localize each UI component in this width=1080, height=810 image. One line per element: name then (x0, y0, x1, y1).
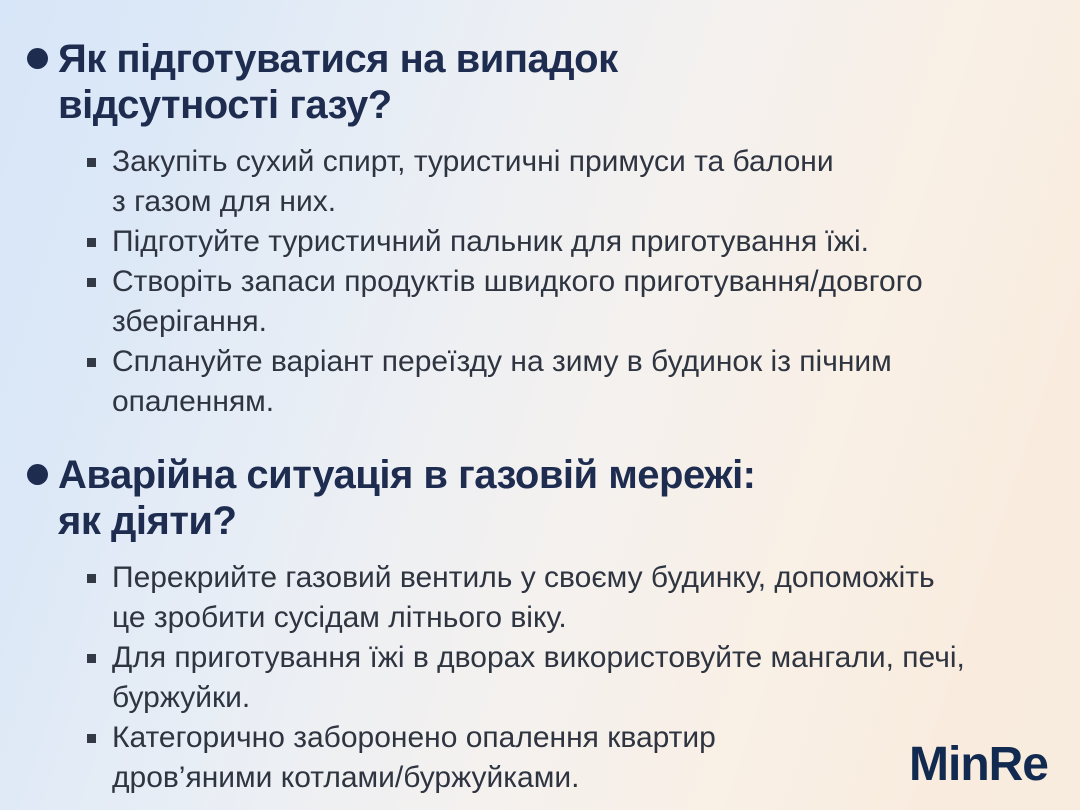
list-item-line: Для приготування їжі в дворах використовуйте мангали, печі, (112, 641, 965, 674)
bullet-square-icon (87, 654, 96, 663)
list-item-line: Закупіть сухий спирт, туристичні примуси та балони (112, 145, 834, 178)
list-item-line: з газом для них. (112, 185, 337, 218)
list-item (87, 718, 1050, 798)
bullet-square-icon (87, 734, 96, 743)
bullet-square-icon (87, 574, 96, 583)
list-item-line: це зробити сусідам літнього віку. (112, 601, 567, 634)
section-title (58, 36, 618, 128)
section-heading (27, 452, 1050, 544)
bullet-dot-icon (27, 48, 48, 69)
list-item-line: Перекрийте газовий вентиль у своєму будинку, допоможіть (112, 561, 935, 594)
section-heading (27, 36, 1050, 128)
section-gas-preparation (27, 36, 1050, 422)
minre-logo: MinRe (909, 738, 1048, 791)
list-item-line: Підготуйте туристичний пальник для приготування їжі. (112, 225, 869, 258)
list-item-text (112, 222, 869, 262)
bullet-dot-icon (27, 464, 48, 485)
list-item-line: Категорично заборонено опалення квартир (112, 721, 716, 754)
list-item-text (112, 342, 892, 422)
section-title (58, 452, 756, 544)
section-gas-emergency (27, 452, 1050, 798)
bullet-list (87, 142, 1050, 422)
list-item-text (112, 718, 716, 798)
list-item (87, 262, 1050, 342)
bullet-square-icon (87, 358, 96, 367)
section-title-line: як діяти? (58, 499, 237, 543)
list-item-line: буржуйки. (112, 681, 251, 714)
list-item-line: зберігання. (112, 305, 267, 338)
list-item-line: опаленням. (112, 385, 275, 418)
bullet-square-icon (87, 238, 96, 247)
list-item-line: Створіть запаси продуктів швидкого приготування/довгого (112, 265, 923, 298)
list-item (87, 558, 1050, 638)
bullet-list (87, 558, 1050, 798)
list-item-text (112, 558, 935, 638)
section-title-line: Як підготуватися на випадок (58, 37, 618, 81)
list-item (87, 222, 1050, 262)
list-item-line: Сплануйте варіант переїзду на зиму в будинок із пічним (112, 345, 892, 378)
bullet-square-icon (87, 278, 96, 287)
list-item-text (112, 638, 965, 718)
section-title-line: Аварійна ситуація в газовій мережі: (58, 453, 756, 497)
list-item-text (112, 262, 923, 342)
list-item (87, 638, 1050, 718)
bullet-square-icon (87, 158, 96, 167)
list-item (87, 342, 1050, 422)
list-item-line: дров’яними котлами/буржуйками. (112, 761, 580, 794)
section-title-line: відсутності газу? (58, 83, 392, 127)
list-item (87, 142, 1050, 222)
list-item-text (112, 142, 834, 222)
